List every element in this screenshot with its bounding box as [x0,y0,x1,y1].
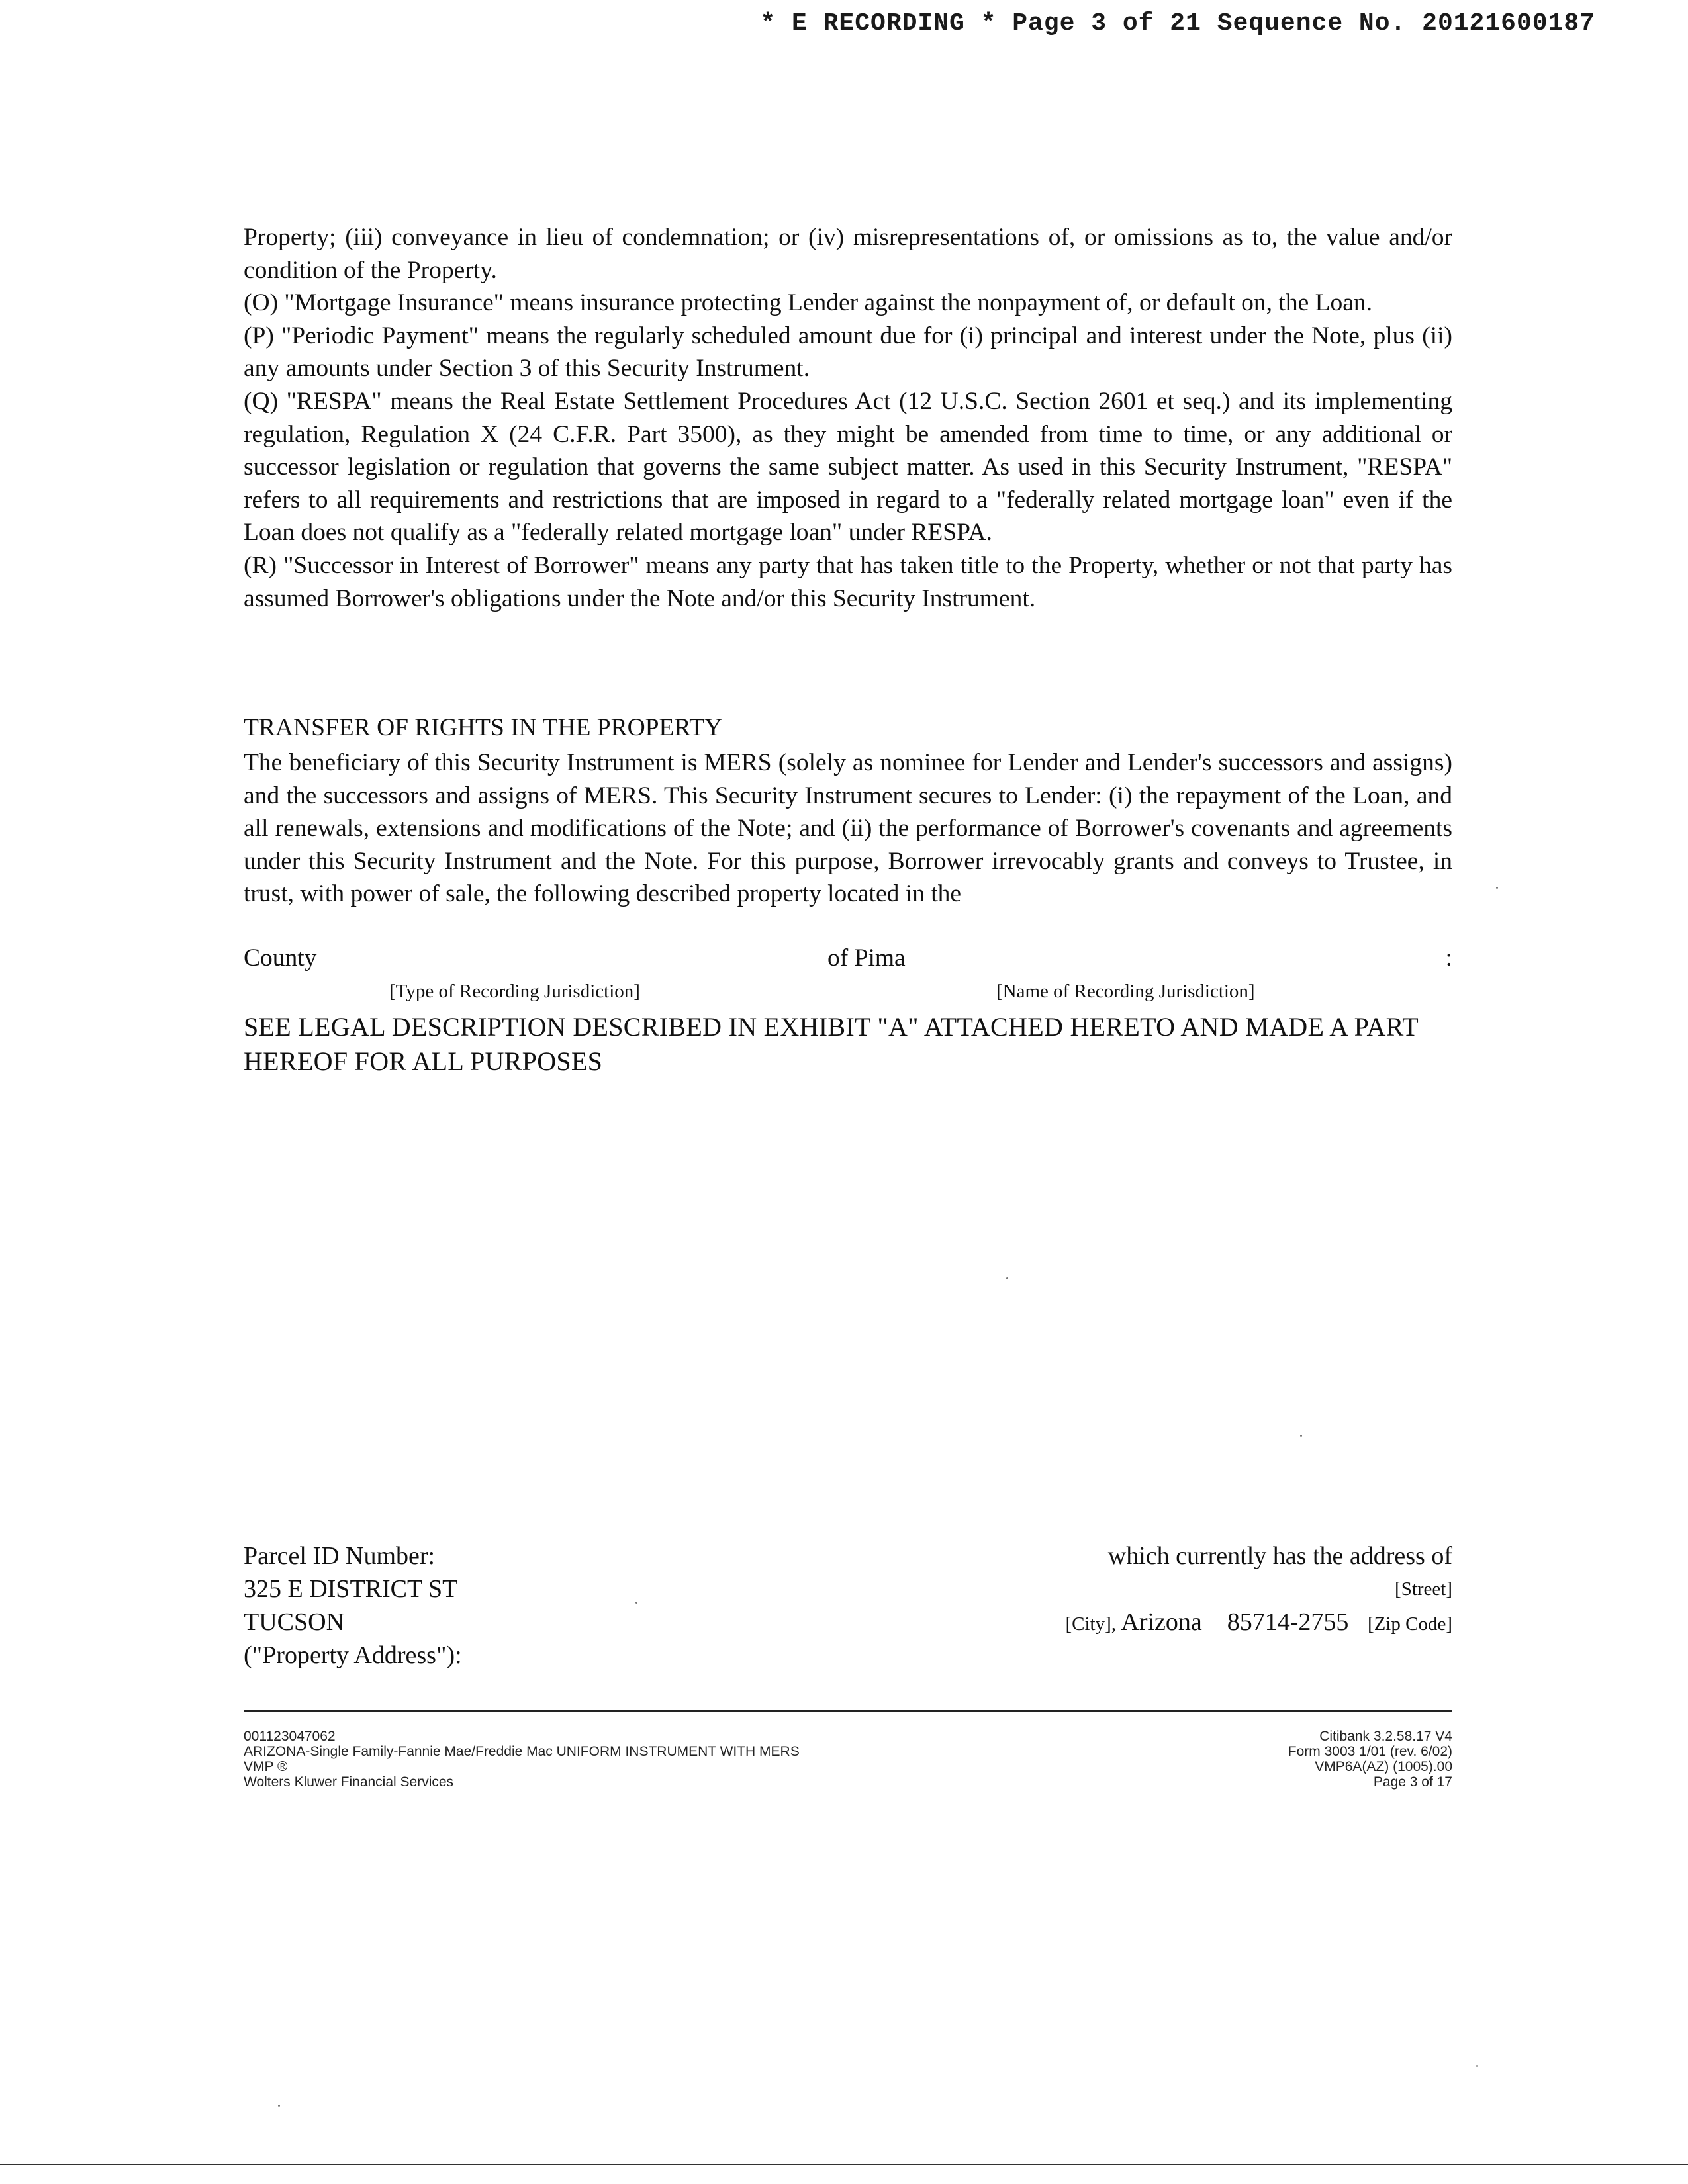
state-value: Arizona [1121,1608,1202,1636]
scan-speck [635,1602,637,1604]
recording-header: * E RECORDING * Page 3 of 21 Sequence No. 20121600187 [760,9,1595,38]
transfer-text: The beneficiary of this Security Instrument is MERS (solely as nominee for Lender and Lender's successors and assigns) and the successors and assigns of MERS. This Security Instrument secures to Lender: (i) the repayment of the Loan, and all renewals, extensions and modifications of the Note; and (ii) the performance of Borrower's covenants and agreements under this Security Instrument and the Note. For this purpose, Borrower irrevocably grants and conveys to Trustee, in trust, with power of sale, the following described property located in the [244,749,1452,908]
jurisdiction-name-value: of Pima [827,944,906,972]
jurisdiction-type-label: [Type of Recording Jurisdiction] [389,981,640,1002]
street-label: [Street] [1395,1578,1452,1600]
definitions-body [244,221,1452,615]
footer-right [1288,1729,1452,1790]
scan-speck [1476,2065,1478,2067]
address-block [1065,1539,1452,1639]
parcel-city: TUCSON [244,1608,345,1636]
paragraph-periodic-payment: (P) "Periodic Payment" means the regularly scheduled amount due for (i) principal and interest under the Note, plus (ii) any amounts under Section 3 of this Security Instrument. [244,322,1452,383]
parcel-id-label: Parcel ID Number: [244,1542,436,1570]
form-number: Form 3003 1/01 (rev. 6/02) [1288,1744,1452,1759]
vmp-code: VMP6A(AZ) (1005).00 [1315,1759,1452,1774]
vmp-mark: VMP ® [244,1759,288,1774]
scan-speck [278,2105,280,2107]
city-state-zip-row [1065,1606,1452,1639]
loan-number: 001123047062 [244,1729,336,1744]
legal-description: SEE LEGAL DESCRIPTION DESCRIBED IN EXHIBIT "A" ATTACHED HERETO AND MADE A PART HEREOF FOR ALL PURPOSES [244,1012,1419,1076]
county-line [244,944,1452,977]
jurisdiction-type-value: County [244,944,317,972]
scan-speck [1496,887,1498,889]
paragraph-mortgage-insurance: (O) "Mortgage Insurance" means insurance protecting Lender against the nonpayment of, or default on, the Loan. [244,289,1373,317]
parcel-street: 325 E DISTRICT ST [244,1575,458,1603]
jurisdiction-name-label: [Name of Recording Jurisdiction] [996,981,1255,1002]
footer-left [244,1729,800,1790]
scan-speck [1006,1277,1008,1279]
footer-divider [244,1710,1452,1712]
parcel-block [244,1539,462,1672]
zip-value: 85714-2755 [1227,1608,1349,1636]
address-intro: which currently has the address of [1107,1542,1452,1570]
zip-label: [Zip Code] [1367,1614,1452,1635]
scan-edge-line [0,2164,1688,2165]
property-address-label: ("Property Address"): [244,1641,462,1669]
lender-version: Citibank 3.2.58.17 V4 [1319,1729,1452,1744]
transfer-paragraph [244,747,1452,911]
form-title: ARIZONA-Single Family-Fannie Mae/Freddie Mac UNIFORM INSTRUMENT WITH MERS [244,1744,800,1759]
paragraph-respa: (Q) "RESPA" means the Real Estate Settlement Procedures Act (12 U.S.C. Section 2601 et seq.) and its implementing regulation, Regulation X (24 C.F.R. Part 3500), as they might be amended from time to time, or any additional or successor legislation or regulation that governs the same subject matter. As used in this Security Instrument, "RESPA" refers to all requirements and restrictions that are imposed in regard to a "federally related mortgage loan" even if the Loan does not qualify as a "federally related mortgage loan" under RESPA. [244,387,1452,547]
form-page-number: Page 3 of 17 [1373,1774,1452,1790]
paragraph-successor-in-interest: (R) "Successor in Interest of Borrower" means any party that has taken title to the Property, whether or not that party has assumed Borrower's obligations under the Note and/or this Security Instrument. [244,551,1452,612]
publisher: Wolters Kluwer Financial Services [244,1774,454,1790]
section-title: TRANSFER OF RIGHTS IN THE PROPERTY [244,714,723,741]
scan-speck [1300,1435,1302,1437]
county-line-colon: : [1445,944,1452,972]
paragraph-property-continued: Property; (iii) conveyance in lieu of condemnation; or (iv) misrepresentations of, or omissions as to, the value and/or condition of the Property. [244,224,1452,284]
city-label: [City], [1065,1614,1116,1635]
